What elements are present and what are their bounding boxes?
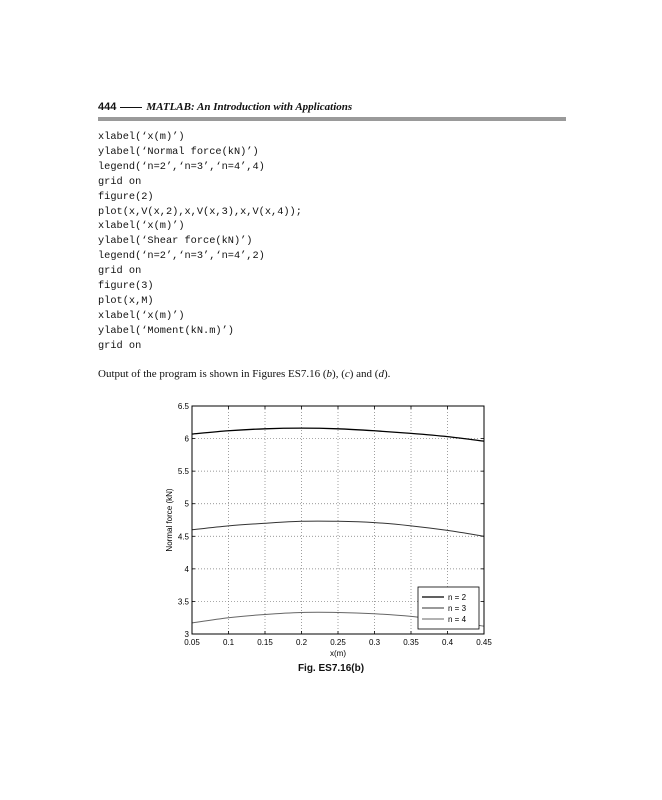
x-tick-label: 0.1: [222, 638, 235, 647]
code-line: ylabel(‘Normal force(kN)’): [98, 145, 259, 158]
text-b: b: [326, 368, 333, 380]
y-tick-label: 6: [184, 434, 189, 444]
text-sep1: ), (: [332, 368, 345, 380]
x-tick-label: 0.4: [441, 638, 454, 647]
y-tick-label: 6.5: [177, 402, 189, 411]
text-prefix: Output of the program is shown in Figures ES7.16 (: [98, 368, 327, 380]
code-line: grid on: [98, 339, 142, 352]
x-axis-label: x(m): [330, 649, 346, 658]
y-tick-label: 3.5: [177, 597, 189, 607]
legend-label: n = 2: [448, 593, 467, 602]
book-title: MATLAB: An Introduction with Applications: [146, 101, 353, 113]
y-axis-label: Normal force (kN): [165, 488, 174, 552]
x-tick-label: 0.05: [184, 638, 200, 647]
x-tick-label: 0.35: [403, 638, 419, 647]
page-number: 444: [98, 101, 117, 113]
code-line: plot(x,M): [98, 294, 154, 307]
code-line: xlabel(‘x(m)’): [98, 131, 185, 143]
x-tick-label: 0.15: [257, 638, 273, 647]
code-line: ylabel(‘Shear force(kN)’): [98, 235, 253, 248]
code-line: legend(‘n=2’,‘n=3’,‘n=4’,2): [98, 250, 265, 263]
figure-caption: Fig. ES7.16(b): [297, 663, 365, 674]
x-tick-label: 0.3: [368, 638, 381, 647]
legend-label: n = 4: [448, 615, 467, 624]
code-line: ylabel(‘Moment(kN.m)’): [98, 324, 234, 337]
text-c: c: [344, 368, 350, 380]
text-d: d: [378, 368, 384, 380]
code-line: legend(‘n=2’,‘n=3’,‘n=4’,4): [98, 160, 265, 173]
y-tick-label: 4: [184, 564, 189, 574]
code-line: xlabel(‘x(m)’): [98, 220, 185, 233]
code-line: grid on: [98, 265, 142, 278]
code-line: xlabel(‘x(m)’): [98, 309, 185, 322]
code-line: figure(2): [98, 190, 154, 203]
y-tick-label: 5: [184, 499, 189, 509]
text-suffix: ).: [383, 368, 391, 380]
x-tick-label: 0.2: [295, 638, 308, 647]
x-tick-label: 0.25: [330, 638, 346, 647]
x-tick-label: 0.45: [476, 638, 492, 647]
code-line: figure(3): [98, 280, 154, 293]
y-tick-label: 5.5: [177, 467, 189, 477]
y-tick-label: 4.5: [177, 532, 189, 542]
text-sep2: ) and (: [349, 368, 379, 380]
code-line: plot(x,V(x,2),x,V(x,3),x,V(x,4));: [98, 205, 302, 218]
legend-label: n = 3: [448, 604, 467, 613]
y-tick-label: 3: [184, 630, 189, 639]
code-line: grid on: [98, 175, 142, 188]
